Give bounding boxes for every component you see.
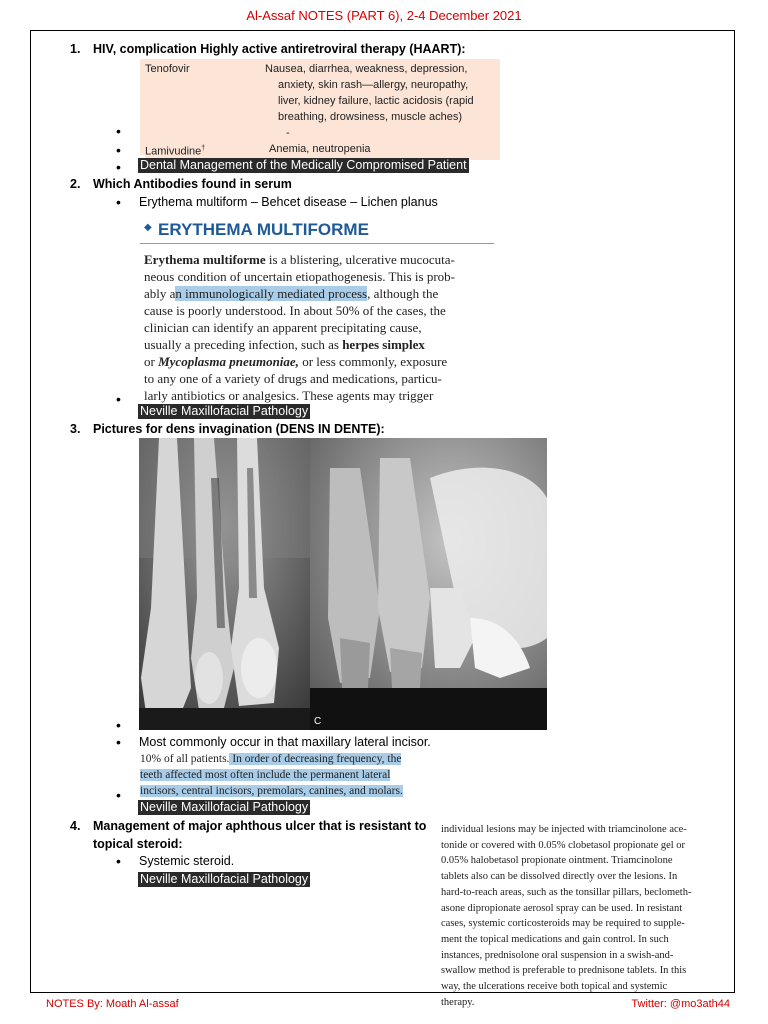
excerpt-line: way, the ulcerations receive both topical and systemic [441,981,668,993]
excerpt-line: individual lesions may be injected with triamcinolone ace- [441,824,687,835]
source-label: Dental Management of the Medically Compromised Patient [140,158,467,172]
xray-image-right [310,438,547,730]
drug-dash: - [286,127,290,139]
q3-answer: Most commonly occur in that maxillary lateral incisor. [139,735,431,749]
q1-number: 1. [70,42,81,56]
q2-question: Which Antibodies found in serum [93,177,292,191]
q3-question: Pictures for dens invagination (DENS IN DENTE): [93,422,385,436]
heading-rule [140,243,494,244]
erythema-multiforme-excerpt [140,216,496,406]
excerpt-line: ably an immunologically mediated process, although the [144,286,439,301]
q4-question-line2: topical steroid: [93,837,183,851]
q4-answer: Systemic steroid. [139,854,235,868]
bullet-icon: • [116,853,121,869]
q3-number: 3. [70,422,81,436]
drug-name-tenofovir: Tenofovir [145,63,190,75]
drug-effect-line: anxiety, skin rash—allergy, neuropathy, [278,79,469,91]
excerpt-line: 0.05% halobetasol propionate ointment. Triamcinolone [441,855,673,867]
excerpt-line: tablets also can be dissolved directly over the lesions. In [441,871,678,883]
excerpt-line: cases, systemic corticosteroids may be required to supple- [441,918,685,930]
excerpt-line: therapy. [441,996,475,1008]
q2-answer: Erythema multiform – Behcet disease – Lichen planus [139,195,438,209]
excerpt-line: Erythema multiforme is a blistering, ulcerative mucocuta- [144,252,455,267]
image-panel-label: C [314,716,322,727]
drug-footnote-mark: † [201,145,206,152]
highlight: incisors, central incisors, premolars, canines, and molars. [140,785,403,797]
q1-question: HIV, complication Highly active antiretroviral therapy (HAART): [93,42,466,56]
bullet-icon: • [116,123,121,139]
footer-author: NOTES By: Moath Al-assaf [46,998,179,1010]
drug-effect-line: liver, kidney failure, lactic acidosis (rapid [278,95,474,107]
page-header-title: Al-Assaf NOTES (PART 6), 2-4 December 2021 [246,8,522,23]
highlight: teeth affected most often include the permanent lateral [140,769,391,781]
excerpt-line: to any one of a variety of drugs and medications, particu- [144,371,442,386]
bullet-icon: • [116,159,121,175]
diamond-icon: ◆ [144,222,152,233]
drug-effect-line: breathing, drowsiness, muscle aches) [278,111,463,123]
drug-effect-line: Anemia, neutropenia [269,143,371,155]
excerpt-line: instances, prednisolone oral suspension in a swish-and- [441,949,674,961]
excerpt-line: asone dipropionate aerosol spray can be used. In resistant [441,902,683,914]
excerpt-line: hard-to-reach areas, such as the tonsillar pillars, beclometh- [441,886,692,898]
bullet-icon: • [116,787,121,803]
source-label: Neville Maxillofacial Pathology [140,800,309,814]
bullet-icon: • [116,194,121,210]
q2-number: 2. [70,177,81,191]
excerpt-line: clinician can identify an apparent precipitating cause, [144,320,422,335]
excerpt-line: swallow method is preferable to prednisone tablets. In this [441,965,687,977]
excerpt-line: cause is poorly understood. In about 50% of the cases, the [144,303,446,318]
excerpt-line: neous condition of uncertain etiopathogenesis. This is prob- [144,269,455,284]
excerpt-line: usually a preceding infection, such as herpes simplex [144,337,425,352]
q4-number: 4. [70,819,81,833]
excerpt-line: ment the topical medications and gain control. In such [441,933,669,945]
drug-name-lamivudine: Lamivudine [145,145,202,158]
highlight: In order of decreasing frequency, the [229,753,402,765]
drug-row-lamivudine [145,141,500,160]
excerpt-line: larly antibiotics or analgesics. These agents may trigger [144,388,434,403]
bullet-icon: • [116,717,121,733]
xray-image-left [139,438,310,730]
bullet-icon: • [116,734,121,750]
aphthous-ulcer-excerpt [441,822,723,1010]
bullet-icon: • [116,391,121,407]
source-label: Neville Maxillofacial Pathology [140,404,309,418]
excerpt-line: or Mycoplasma pneumoniae, or less commonly, exposure [144,354,448,369]
excerpt-line: 10% of all patients. In order of decreasing frequency, the [140,753,402,765]
excerpt-line [140,769,390,781]
highlight: n immunologically mediated process [175,286,368,301]
drug-effect-line: Nausea, diarrhea, weakness, depression, [265,63,468,75]
excerpt-line [140,785,403,797]
footer-twitter: Twitter: @mo3ath44 [631,998,730,1010]
excerpt-heading: ERYTHEMA MULTIFORME [158,220,369,239]
bullet-icon: • [116,142,121,158]
source-label: Neville Maxillofacial Pathology [140,872,309,886]
q4-question-line1: Management of major aphthous ulcer that is resistant to [93,819,427,833]
excerpt-line: tonide or covered with 0.05% clobetasol propionate gel or [441,839,686,851]
